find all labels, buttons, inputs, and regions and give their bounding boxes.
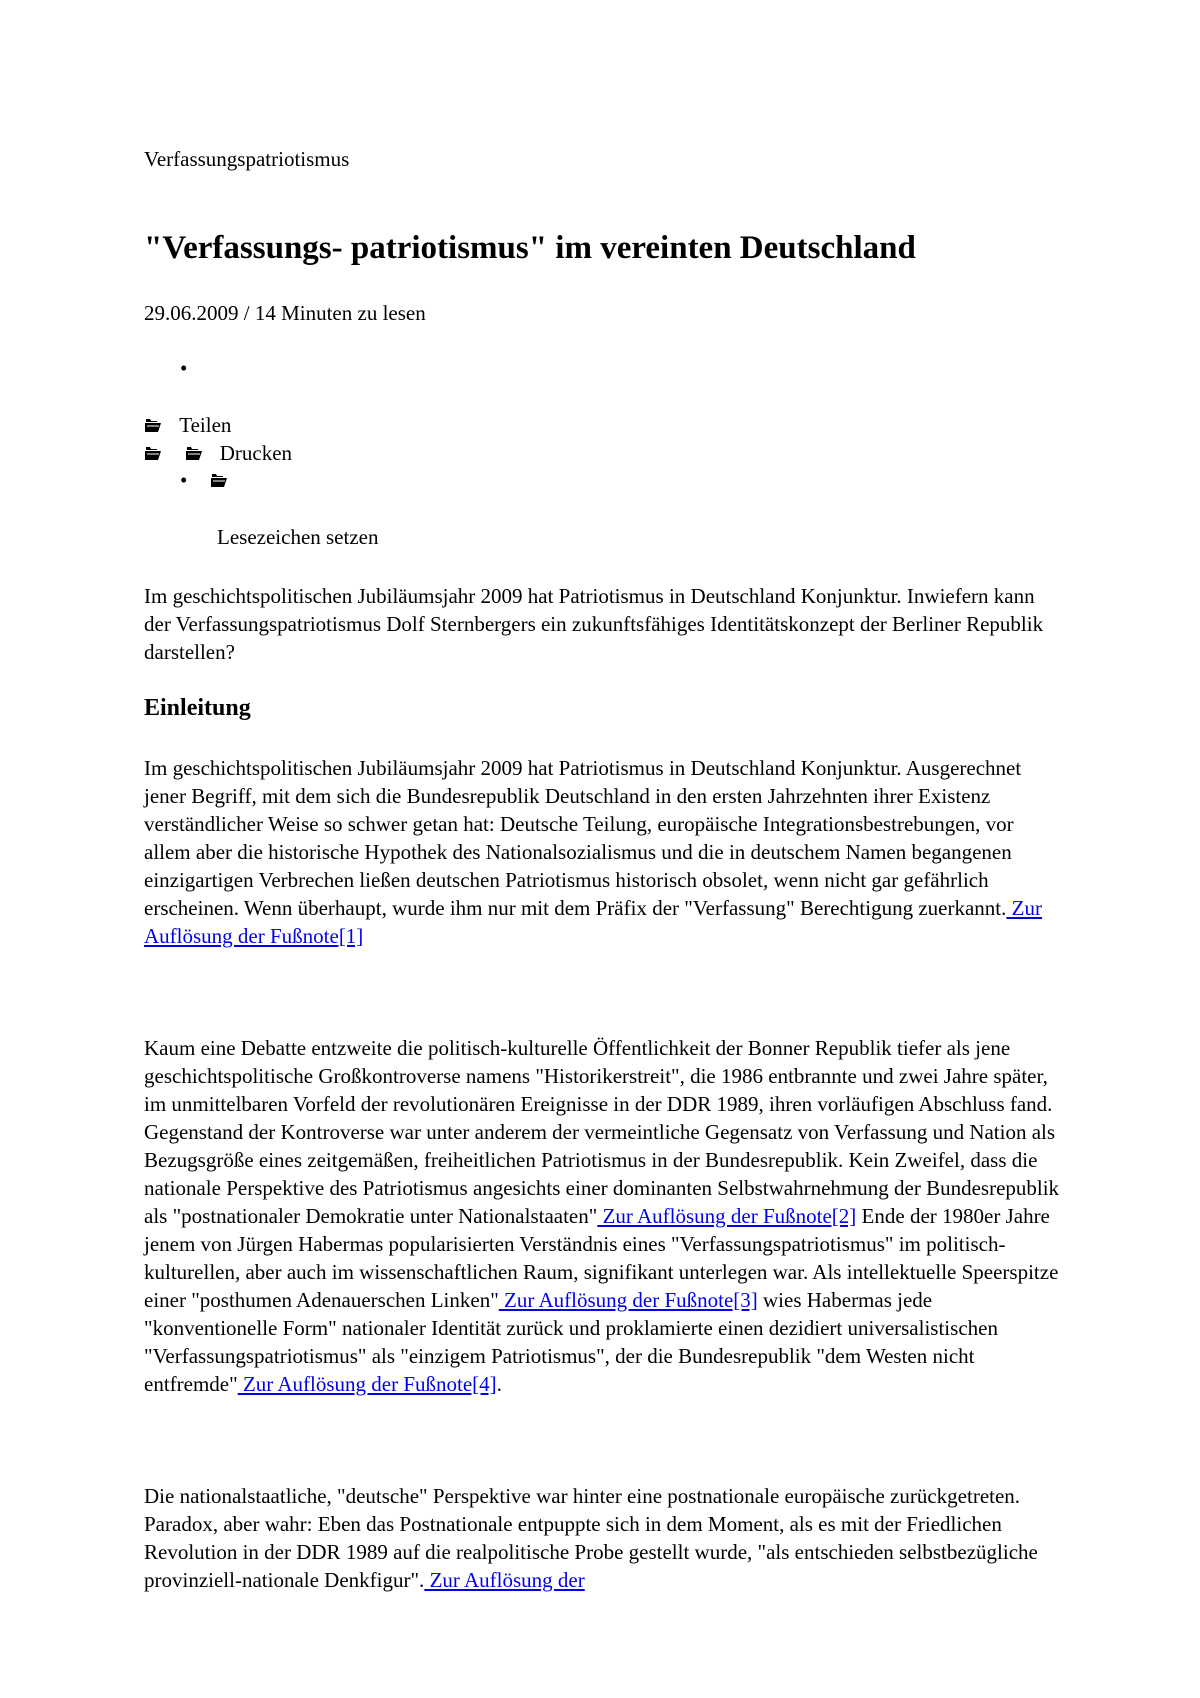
section-heading: Einleitung (144, 695, 251, 721)
bookmark-list-item[interactable] (180, 467, 228, 493)
article-meta: 29.06.2009 / 14 Minuten zu lesen (144, 301, 426, 325)
article-intro: Im geschichtspolitischen Jubiläumsjahr 2009 hat Patriotismus in Deutschland Konjunktur. Inwiefern kann der Verfassungspatriotismus Dolf Sternbergers ein zukunftsfähiges Identitätskonzept der Berliner Republik darstellen? (144, 584, 1044, 664)
print-label: Drucken (219, 441, 293, 465)
paragraph-2 (144, 1034, 1064, 1398)
list-bullet: • (180, 356, 188, 380)
paragraph-text: . (496, 1372, 502, 1396)
paragraph-text: Die nationalstaatliche, "deutsche" Perspektive war hinter eine postnationale europäische zurückgetreten. Paradox, aber wahr: Eben das Postnationale entpuppte sich in dem Moment, als es mit der Friedlichen Revolution in der DDR 1989 auf die realpolitische Probe gestellt wurde, "als entschieden selbstbezügliche provinziell-nationale Denkfigur". (144, 1484, 1038, 1592)
footnote-link-1[interactable]: Zur Auflösung der Fußnote[1] (144, 896, 1042, 948)
share-label: Teilen (179, 413, 232, 437)
article-title: "Verfassungs- patriotismus" im vereinten Deutschland (144, 230, 916, 266)
paragraph-text: Ende der 1980er Jahre jenem von Jürgen Habermas popularisierten Verständnis eines "Verfassungspatriotismus" im politisch-kulturellen, aber auch im wissenschaftlichen Raum, signifikant unterlegen war. Als intellektuelle Speerspitze einer "posthumen Adenauerschen Linken" (144, 1204, 1059, 1312)
share-button[interactable] (144, 412, 231, 438)
paragraph-text: Im geschichtspolitischen Jubiläumsjahr 2009 hat Patriotismus in Deutschland Konjunktur. Ausgerechnet jener Begriff, mit dem sich die Bundesrepublik Deutschland in den ersten Jahrzehnten ihrer Existenz verständlicher Weise so schwer getan hat: Deutsche Teilung, europäische Integrationsbestrebungen, vor allem aber die historische Hypothek des Nationalsozialismus und die in deutschem Namen begangenen einzigartigen Verbrechen ließen deutschen Patriotismus historisch obsolet, wenn nicht gar gefährlich erscheinen. Wenn überhaupt, wurde ihm nur mit dem Präfix der "Verfassung" Berechtigung zuerkannt. (144, 756, 1022, 920)
folder-icon (144, 445, 162, 461)
paragraph-text: Kaum eine Debatte entzweite die politisch-kulturelle Öffentlichkeit der Bonner Republik tiefer als jene geschichtspolitische Großkontroverse namens "Historikerstreit", die 1986 entbrannte und zwei Jahre später, im unmittelbaren Vorfeld der revolutionären Ereignisse in der DDR 1989, ihren vorläufigen Abschluss fand. Gegenstand der Kontroverse war unter anderem der vermeintliche Gegensatz von Verfassung und Nation als Bezugsgröße eines zeitgemäßen, freiheitlichen Patriotismus in der Bundesrepublik. Kein Zweifel, dass die nationale Perspektive des Patriotismus angesichts einer dominanten Selbstwahrnehmung der Bundesrepublik als "postnationaler Demokratie unter Nationalstaaten" (144, 1036, 1060, 1228)
article-kicker: Verfassungspatriotismus (144, 147, 350, 171)
bookmark-button[interactable]: Lesezeichen setzen (217, 525, 379, 549)
folder-icon (210, 472, 228, 488)
paragraph-3 (144, 1482, 1064, 1594)
footnote-link-5[interactable]: Zur Auflösung der (424, 1568, 585, 1592)
folder-icon (144, 417, 162, 433)
footnote-link-3[interactable]: Zur Auflösung der Fußnote[3] (498, 1288, 758, 1312)
footnote-link-2[interactable]: Zur Auflösung der Fußnote[2] (597, 1204, 857, 1228)
paragraph-text: wies Habermas jede "konventionelle Form" nationaler Identität zurück und proklamierte einen dezidiert universalistischen "Verfassungspatriotismus" als "einzigem Patriotismus", der die Bundesrepublik "dem Westen nicht entfremde" (144, 1288, 998, 1396)
paragraph-1 (144, 754, 1064, 950)
footnote-link-4[interactable]: Zur Auflösung der Fußnote[4] (237, 1372, 497, 1396)
folder-icon (185, 445, 203, 461)
print-button[interactable] (144, 440, 292, 466)
list-bullet: • (180, 468, 188, 492)
